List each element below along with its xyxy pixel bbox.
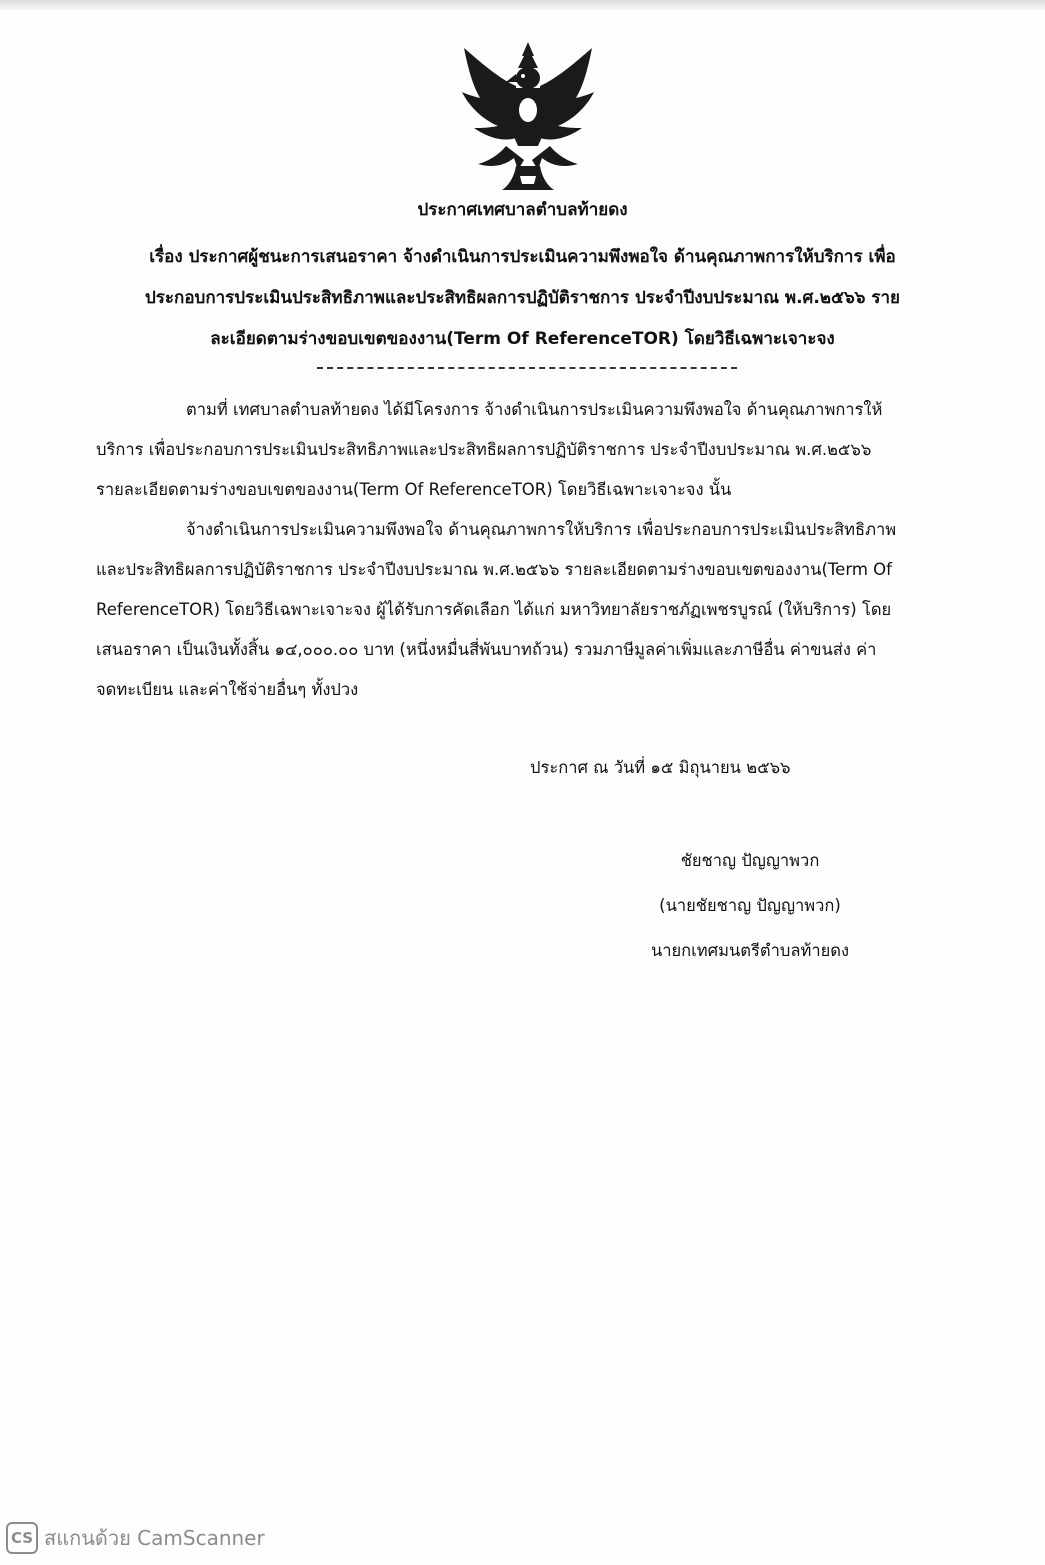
body-line: รายละเอียดตามร่างขอบเขตของงาน(Term Of ReferenceTOR) โดยวิธีเฉพาะเจาะจง นั้น	[96, 480, 732, 499]
body-line: บริการ เพื่อประกอบการประเมินประสิทธิภาพและประสิทธิผลการปฏิบัติราชการ ประจำปีงบประมาณ พ.ศ.๒๕๖๖	[96, 440, 872, 459]
dashed-divider	[317, 367, 737, 369]
camscanner-logo-icon: CS	[6, 1522, 38, 1554]
body-line: จดทะเบียน และค่าใช้จ่ายอื่นๆ ทั้งปวง	[96, 680, 359, 699]
scan-edge	[0, 0, 1045, 10]
agency-title: ประกาศเทศบาลตำบลท้ายดง	[417, 200, 628, 220]
announcement-header	[100, 196, 945, 360]
body-line: ReferenceTOR) โดยวิธีเฉพาะเจาะจง ผู้ได้รับการคัดเลือก ได้แก่ มหาวิทยาลัยราชภัฏเพชรบูรณ์ (ให้บริการ) โดย	[96, 600, 892, 619]
announcement-date: ประกาศ ณ วันที่ ๑๕ มิถุนายน ๒๕๖๖	[530, 758, 791, 777]
body-line: และประสิทธิผลการปฏิบัติราชการ ประจำปีงบประมาณ พ.ศ.๒๕๖๖ รายละเอียดตามร่างขอบเขตของงาน(Term Of	[96, 560, 892, 579]
body-line: ตามที่ เทศบาลตำบลท้ายดง ได้มีโครงการ จ้างดำเนินการประเมินความพึงพอใจ ด้านคุณภาพการให้	[186, 400, 883, 419]
watermark-label: สแกนด้วย CamScanner	[44, 1526, 265, 1550]
paragraph-project	[96, 390, 951, 510]
announcement-body	[96, 390, 951, 710]
signer-position: นายกเทศมนตรีตำบลท้ายดง	[650, 941, 850, 960]
signed-name: ชัยชาญ ปัญญาพวก	[680, 851, 820, 870]
signature-block	[620, 838, 880, 973]
camscanner-watermark	[6, 1522, 265, 1554]
subject-line: ประกอบการประเมินประสิทธิภาพและประสิทธิผลการปฏิบัติราชการ ประจำปีงบประมาณ พ.ศ.๒๕๖๖ ราย	[144, 288, 901, 308]
subject-line: เรื่อง ประกาศผู้ชนะการเสนอราคา จ้างดำเนินการประเมินความพึงพอใจ ด้านคุณภาพการให้บริการ เพื่อ	[149, 247, 896, 267]
paragraph-award	[96, 510, 951, 710]
body-line: เสนอราคา เป็นเงินทั้งสิ้น ๑๔,๐๐๐.๐๐ บาท (หนึ่งหมื่นสี่พันบาทถ้วน) รวมภาษีมูลค่าเพิ่มและภาษีอื่น ค่าขนส่ง ค่า	[96, 640, 877, 659]
subject-line: ละเอียดตามร่างขอบเขตของงาน(Term Of ReferenceTOR) โดยวิธีเฉพาะเจาะจง	[210, 329, 835, 349]
garuda-emblem-icon	[458, 38, 598, 193]
body-line: จ้างดำเนินการประเมินความพึงพอใจ ด้านคุณภาพการให้บริการ เพื่อประกอบการประเมินประสิทธิภาพ	[186, 520, 897, 539]
printed-name: (นายชัยชาญ ปัญญาพวก)	[659, 896, 841, 915]
